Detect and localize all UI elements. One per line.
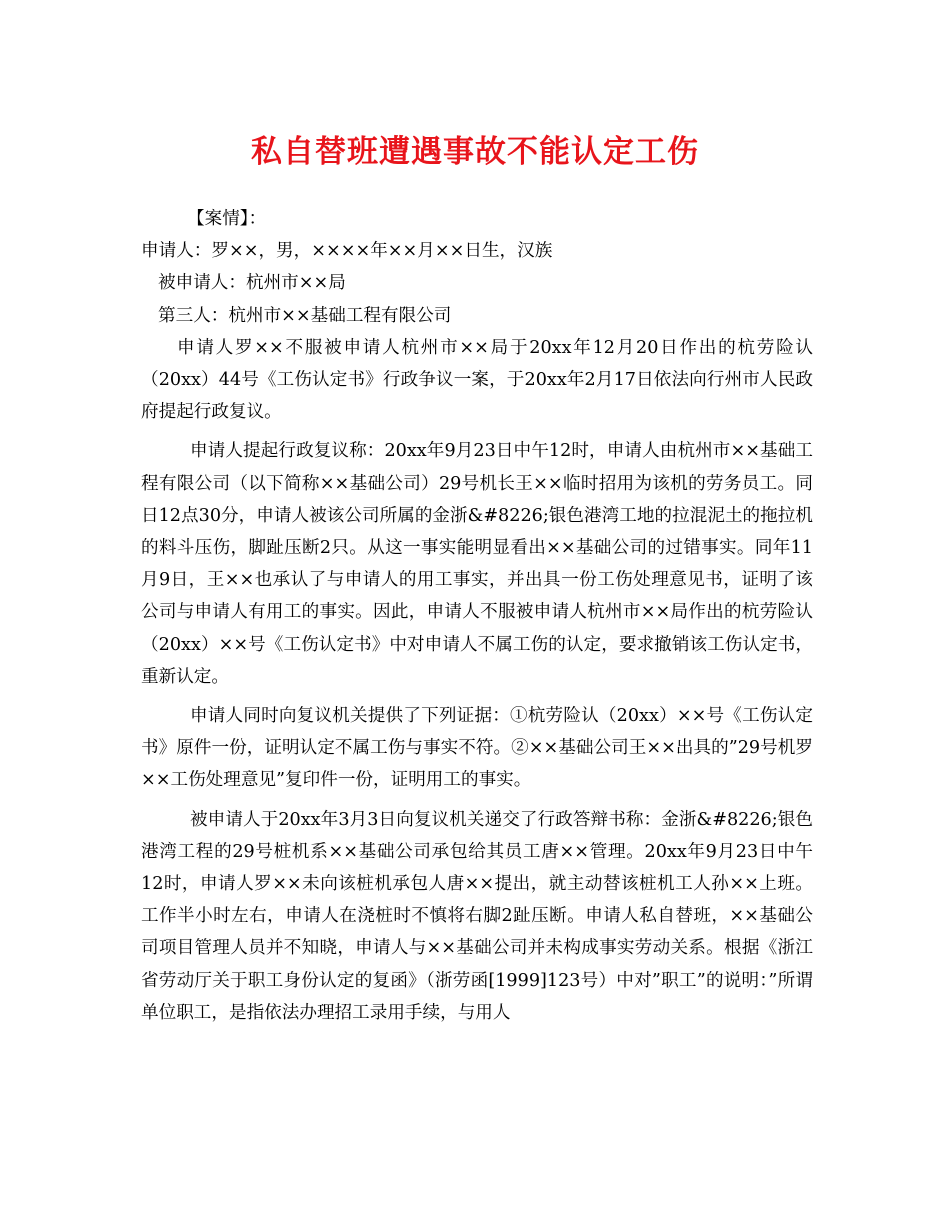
paragraph-respondent-reply: 被申请人于20xx年3月3日向复议机关递交了行政答辩书称：金浙&#8226;银色港湾工程的29号桩机系××基础公司承包给其员工唐××管理。20xx年9月23日中午12时，申请人罗××未向该桩机承包人唐××提出，就主动替该桩机工人孙××上班。工作半小时左右，申请人在浇桩时不慎将右脚2趾压断。申请人私自替班，××基础公司项目管理人员并不知晓，申请人与××基础公司并未构成事实劳动关系。根据《浙江省劳动厅关于职工身份认定的复函》（浙劳函[1999]123号）中对”职工”的说明：”所谓单位职工，是指依法办理招工录用手续，与用人 [141, 809, 813, 1023]
case-heading: 【案情】： [187, 209, 267, 229]
document-body [141, 203, 813, 1029]
respondent-line: 被申请人：杭州市××局 [158, 273, 346, 294]
applicant-line: 申请人：罗××，男，××××年××月××日生，汉族 [141, 241, 553, 262]
paragraph-evidence: 申请人同时向复议机关提供了下列证据：①杭劳险认（20xx）××号《工伤认定书》原件一份，证明认定不属工伤与事实不符。②××基础公司王××出具的”29号机罗××工伤处理意见”复印件一份，证明用工的事实。 [141, 706, 813, 791]
third-party-line: 第三人：杭州市××基础工程有限公司 [158, 305, 452, 326]
paragraph-applicant-claim: 申请人提起行政复议称：20xx年9月23日中午12时，申请人由杭州市××基础工程有限公司（以下简称××基础公司）29号机长王××临时招用为该机的劳务员工。同日12点30分，申请人被该公司所属的金浙&#8226;银色港湾工地的拉混泥土的拖拉机的料斗压伤，脚趾压断2只。从这一事实能明显看出××基础公司的过错事实。同年11月9日，王××也承认了与申请人的用工事实，并出具一份工伤处理意见书，证明了该公司与申请人有用工的事实。因此，申请人不服被申请人杭州市××局作出的杭劳险认（20xx）××号《工伤认定书》中对申请人不属工伤的认定，要求撤销该工伤认定书，重新认定。 [141, 441, 813, 687]
paragraph-appeal: 申请人罗××不服被申请人杭州市××局于20xx年12月20日作出的杭劳险认（20xx）44号《工伤认定书》行政争议一案，于20xx年2月17日依法向行州市人民政府提起行政复议。 [141, 337, 813, 423]
document-title: 私自替班遭遇事故不能认定工伤 [251, 134, 699, 170]
